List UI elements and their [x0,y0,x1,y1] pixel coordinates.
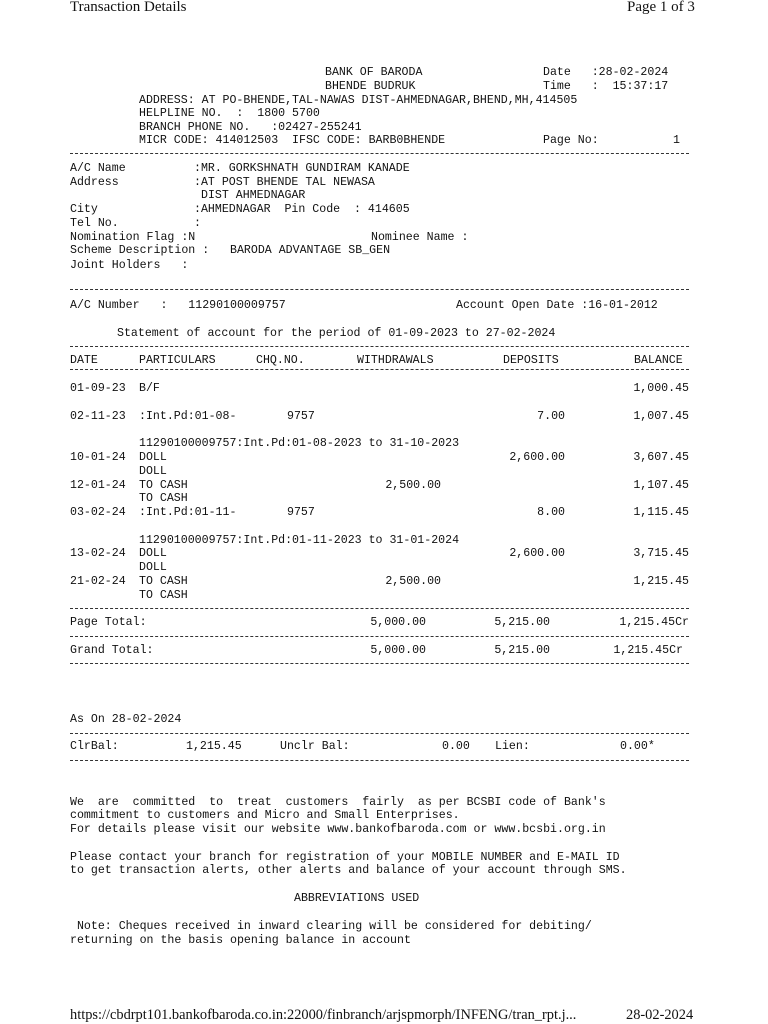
row-particulars: TO CASH [139,479,188,492]
row-date: 21-02-24 [70,575,126,588]
row-particulars: DOLL [139,451,167,464]
grand-total-label: Grand Total: [70,644,154,657]
row-balance: 3,715.45 [633,547,689,560]
row-deposit: 8.00 [537,506,565,519]
grand-total-deposits: 5,215.00 [494,644,550,657]
col-chq-header: CHQ.NO. [256,354,305,367]
divider [70,760,689,761]
row-date: 03-02-24 [70,506,126,519]
row-particulars: :Int.Pd:01-11- [139,506,237,519]
row-date: 02-11-23 [70,410,126,423]
bcsbi-note-line-3: For details please visit our website www.bankofbaroda.com or www.bcsbi.org.in [70,823,606,836]
divider [70,608,689,609]
col-deposits-header: DEPOSITS [503,354,559,367]
page-indicator: Page 1 of 3 [627,0,695,15]
row-date: 12-01-24 [70,479,126,492]
row-particulars: DOLL [139,547,167,560]
bank-name: BANK OF BARODA [325,66,423,79]
row-deposit: 7.00 [537,410,565,423]
col-withdrawals-header: WITHDRAWALS [357,354,434,367]
ac-name-value: :MR. GORKSHNATH GUNDIRAM KANADE [194,162,410,175]
unclr-bal-label: Unclr Bal: [280,740,350,753]
nomination-flag: Nomination Flag :N [70,231,196,244]
row-balance: 1,007.45 [633,410,689,423]
as-on-date: As On 28-02-2024 [70,713,182,726]
micr-ifsc: MICR CODE: 414012503 IFSC CODE: BARB0BHENDE [139,134,446,147]
row-balance: 1,107.45 [633,479,689,492]
statement-time: Time : 15:37:17 [543,80,669,93]
row-deposit: 2,600.00 [509,547,565,560]
clr-bal-label: ClrBal: [70,740,119,753]
page-total-deposits: 5,215.00 [494,616,550,629]
row-particulars: DOLL [139,465,167,478]
row-chq-no: 9757 [287,506,315,519]
address-label: Address [70,176,119,189]
bcsbi-note-line-2: commitment to customers and Micro and Small Enterprises. [70,809,460,822]
city-value: :AHMEDNAGAR Pin Code : 414605 [194,203,410,216]
page-total-balance: 1,215.45Cr [619,616,689,629]
row-withdrawal: 2,500.00 [385,479,441,492]
statement-period: Statement of account for the period of 01-09-2023 to 27-02-2024 [117,327,556,340]
joint-holders: Joint Holders : [70,259,189,272]
row-particulars: 11290100009757:Int.Pd:01-11-2023 to 31-01-2024 [139,534,460,547]
row-chq-no: 9757 [287,410,315,423]
row-particulars: 11290100009757:Int.Pd:01-08-2023 to 31-10-2023 [139,437,460,450]
statement-date: Date :28-02-2024 [543,66,669,79]
account-number: A/C Number : 11290100009757 [70,299,286,312]
row-date: 01-09-23 [70,382,126,395]
nominee-name-label: Nominee Name : [371,231,469,244]
divider [70,663,689,664]
row-balance: 1,115.45 [633,506,689,519]
row-balance: 3,607.45 [633,451,689,464]
address-value-2: DIST AHMEDNAGAR [201,189,306,202]
cheque-note-line-2: returning on the basis opening balance in account [70,934,411,947]
row-date: 10-01-24 [70,451,126,464]
lien-value: 0.00* [620,740,655,753]
divider [70,636,689,637]
helpline: HELPLINE NO. : 1800 5700 [139,107,320,120]
page-total-withdrawals: 5,000.00 [370,616,426,629]
row-balance: 1,000.45 [633,382,689,395]
page-no-label: Page No: [543,134,599,147]
account-open-date: Account Open Date :16-01-2012 [456,299,658,312]
row-date: 13-02-24 [70,547,126,560]
row-withdrawal: 2,500.00 [385,575,441,588]
print-date: 28-02-2024 [626,1007,694,1023]
grand-total-balance: 1,215.45Cr [613,644,683,657]
divider [70,369,689,370]
sms-note-line-2: to get transaction alerts, other alerts and balance of your account through SMS. [70,864,627,877]
branch-name: BHENDE BUDRUK [325,80,416,93]
page-no-value: 1 [673,134,680,147]
scheme-description: Scheme Description : BARODA ADVANTAGE SB_GEN [70,244,391,257]
lien-label: Lien: [495,740,530,753]
city-label: City [70,203,98,216]
tel-label: Tel No. [70,217,119,230]
sms-note-line-1: Please contact your branch for registration of your MOBILE NUMBER and E-MAIL ID [70,851,620,864]
ac-name-label: A/C Name [70,162,126,175]
branch-phone: BRANCH PHONE NO. :02427-255241 [139,121,362,134]
col-date-header: DATE [70,354,98,367]
row-particulars: TO CASH [139,575,188,588]
row-particulars: TO CASH [139,589,188,602]
divider [70,289,689,290]
row-particulars: DOLL [139,561,167,574]
row-balance: 1,215.45 [633,575,689,588]
clr-bal-value: 1,215.45 [186,740,242,753]
bcsbi-note-line-1: We are committed to treat customers fairly as per BCSBI code of Bank's [70,796,606,809]
page-total-label: Page Total: [70,616,147,629]
col-particulars-header: PARTICULARS [139,354,216,367]
branch-address: ADDRESS: AT PO-BHENDE,TAL-NAWAS DIST-AHMEDNAGAR,BHEND,MH,414505 [139,94,578,107]
row-deposit: 2,600.00 [509,451,565,464]
print-title: Transaction Details [70,0,187,15]
address-value-1: :AT POST BHENDE TAL NEWASA [194,176,375,189]
divider [70,153,689,154]
divider [70,346,689,347]
unclr-bal-value: 0.00 [442,740,470,753]
col-balance-header: BALANCE [634,354,683,367]
abbreviations-title: ABBREVIATIONS USED [294,892,420,905]
divider [70,733,689,734]
row-particulars: :Int.Pd:01-08- [139,410,237,423]
row-particulars: B/F [139,382,160,395]
tel-value: : [194,217,201,230]
print-url: https://cbdrpt101.bankofbaroda.co.in:22000/finbranch/arjspmorph/INFENG/tran_rpt.j... [70,1007,577,1023]
cheque-note-line-1: Note: Cheques received in inward clearing will be considered for debiting/ [70,920,592,933]
row-particulars: TO CASH [139,492,188,505]
grand-total-withdrawals: 5,000.00 [370,644,426,657]
